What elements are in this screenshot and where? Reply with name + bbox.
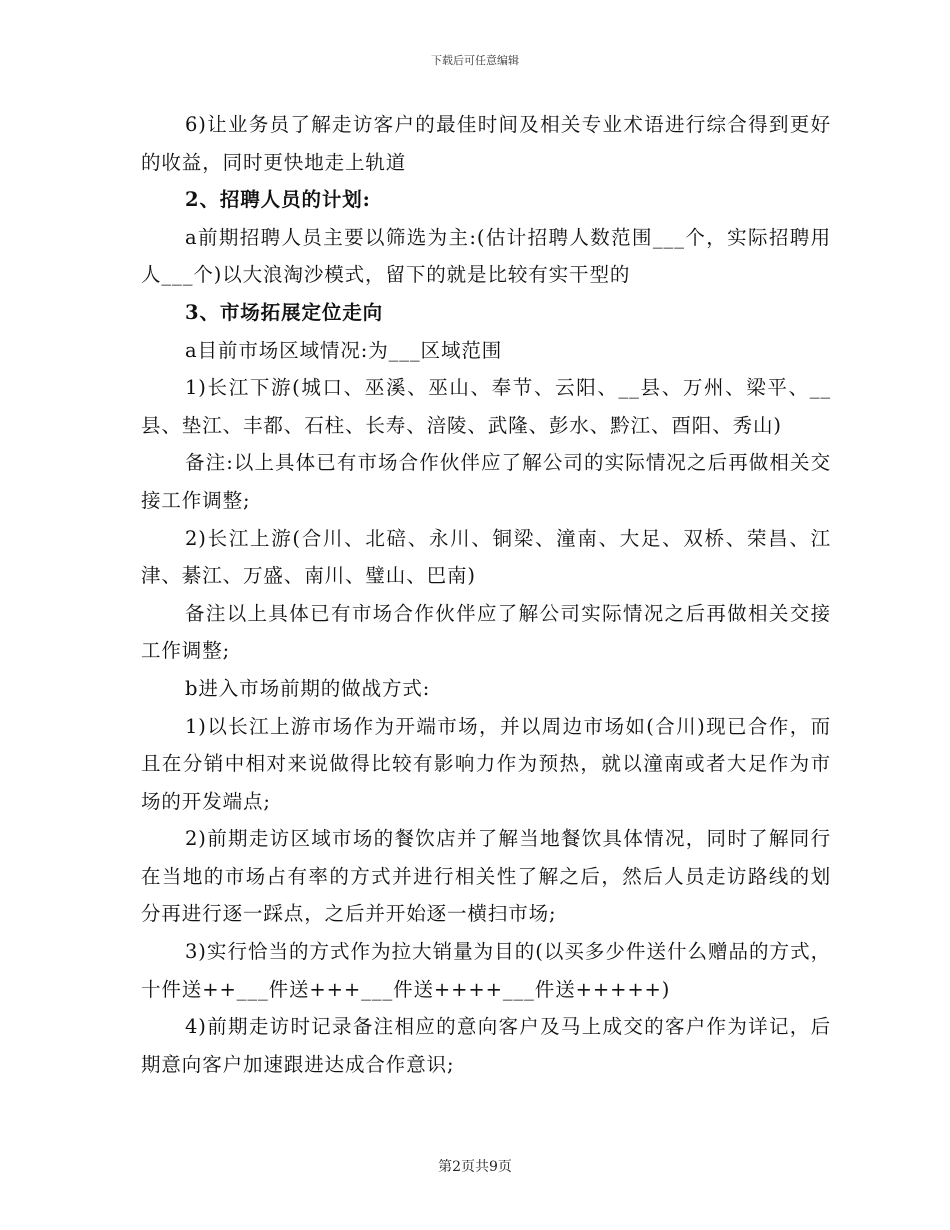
paragraph-note-1: 备注:以上具体已有市场合作伙伴应了解公司的实际情况之后再做相关交接工作调整; xyxy=(141,451,831,512)
paragraph-market-entry-b: b进入市场前期的做战方式: xyxy=(185,676,431,700)
paragraph-strategy-4: 4)前期走访时记录备注相应的意向客户及马上成交的客户作为详记，后期意向客户加速跟进达成合作意识; xyxy=(141,1015,831,1076)
paragraph-recruitment-a: a前期招聘人员主要以筛选为主:(估计招聘人数范围___个，实际招聘用人___个)以大浪淘沙模式，留下的就是比较有实干型的 xyxy=(141,225,831,287)
section-heading-recruitment-plan: 2、招聘人员的计划: xyxy=(185,188,371,212)
page-header: 下载后可任意编辑 xyxy=(431,54,519,67)
paragraph-market-region-a: a目前市场区域情况:为___区域范围 xyxy=(185,338,503,362)
paragraph-strategy-1: 1)以长江上游市场作为开端市场，并以周边市场如(合川)现已合作，而且在分销中相对来说做得比较有影响力作为预热，就以潼南或者大足作为市场的开发端点; xyxy=(141,714,831,813)
section-heading-market-expansion: 3、市场拓展定位走向 xyxy=(185,300,384,324)
paragraph-note-2: 备注以上具体已有市场合作伙伴应了解公司实际情况之后再做相关交接工作调整; xyxy=(141,601,831,663)
document-body xyxy=(141,106,831,1083)
paragraph-strategy-2: 2)前期走访区域市场的餐饮店并了解当地餐饮具体情况，同时了解同行在当地的市场占有率的方式并进行相关性了解之后，然后人员走访路线的划分再进行逐一踩点，之后并开始逐一横扫市场; xyxy=(141,827,831,926)
page-number-footer: 第2页共9页 xyxy=(438,1159,512,1175)
paragraph-item-6: 6)让业务员了解走访客户的最佳时间及相关专业术语进行综合得到更好的收益，同时更快地走上轨道 xyxy=(141,113,831,174)
paragraph-yangtze-upstream: 2)长江上游(合川、北碚、永川、铜梁、潼南、大足、双桥、荣昌、江津、綦江、万盛、南川、璧山、巴南) xyxy=(141,526,831,588)
paragraph-yangtze-downstream: 1)长江下游(城口、巫溪、巫山、奉节、云阳、__县、万州、梁平、__县、垫江、丰都、石柱、长寿、涪陵、武隆、彭水、黔江、酉阳、秀山) xyxy=(141,376,831,437)
paragraph-strategy-3: 3)实行恰当的方式作为拉大销量为目的(以买多少件送什么赠品的方式，十件送++___件送+++___件送++++___件送+++++) xyxy=(141,940,831,1001)
